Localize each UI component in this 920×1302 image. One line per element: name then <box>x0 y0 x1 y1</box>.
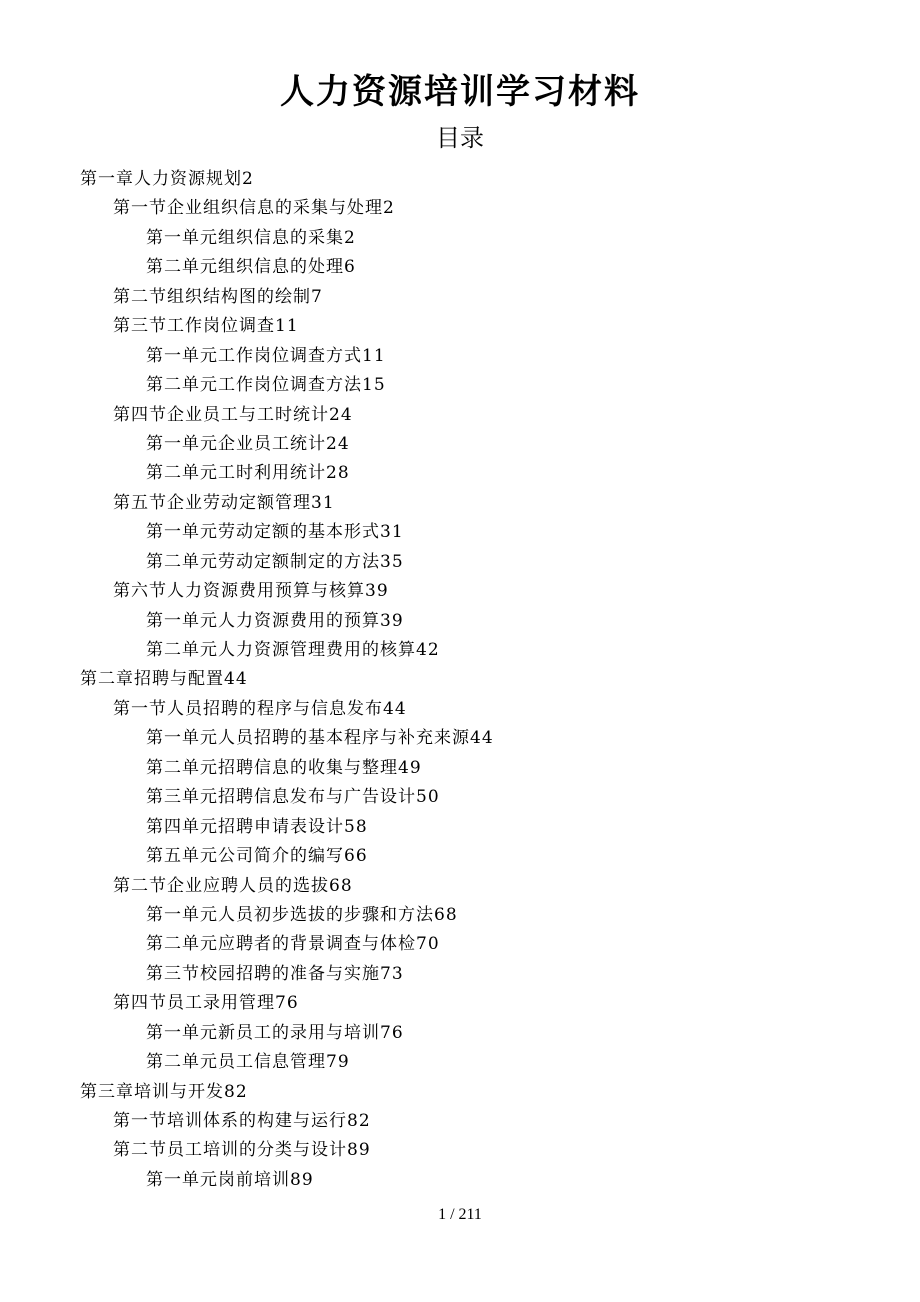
toc-entry-level-3: 第五单元公司简介的编写66 <box>146 846 368 867</box>
toc-entry-level-3: 第一单元人员初步选拔的步骤和方法68 <box>146 904 458 925</box>
document-title: 人力资源培训学习材料 <box>280 72 640 112</box>
toc-entry-level-2: 第三节工作岗位调查11 <box>113 316 299 337</box>
toc-entry-level-3: 第二单元工作岗位调查方法15 <box>146 375 386 396</box>
toc-entry-level-3: 第一单元新员工的录用与培训76 <box>146 1022 404 1043</box>
toc-entry-level-3: 第四单元招聘申请表设计58 <box>146 816 368 837</box>
toc-entry-level-3: 第二单元组织信息的处理6 <box>146 257 356 278</box>
toc-entry-level-3: 第二单元应聘者的背景调查与体检70 <box>146 934 440 955</box>
toc-entry-level-2: 第四节员工录用管理76 <box>113 993 299 1014</box>
toc-entry-level-3: 第一单元岗前培训89 <box>146 1169 314 1190</box>
toc-entry-level-2: 第四节企业员工与工时统计24 <box>113 404 353 425</box>
toc-entry-level-2: 第二节员工培训的分类与设计89 <box>113 1140 371 1161</box>
toc-entry-level-1: 第二章招聘与配置44 <box>80 669 248 690</box>
toc-entry-level-3: 第二单元员工信息管理79 <box>146 1052 350 1073</box>
toc-entry-level-3: 第一单元劳动定额的基本形式31 <box>146 522 404 543</box>
toc-entry-level-3: 第一单元企业员工统计24 <box>146 433 350 454</box>
toc-entry-level-2: 第一节企业组织信息的采集与处理2 <box>113 198 395 219</box>
toc-entry-level-1: 第三章培训与开发82 <box>80 1081 248 1102</box>
toc-entry-level-3: 第三单元招聘信息发布与广告设计50 <box>146 787 440 808</box>
toc-entry-level-3: 第二单元劳动定额制定的方法35 <box>146 551 404 572</box>
toc-entry-level-3: 第一单元人员招聘的基本程序与补充来源44 <box>146 728 494 749</box>
toc-heading: 目录 <box>436 124 484 152</box>
page-number: 1 / 211 <box>438 1206 482 1223</box>
table-of-contents <box>0 165 920 1195</box>
toc-entry-level-3: 第二单元人力资源管理费用的核算42 <box>146 640 440 660</box>
toc-entry-level-3: 第一单元工作岗位调查方式11 <box>146 345 386 366</box>
toc-entry-level-3: 第二单元工时利用统计28 <box>146 463 350 484</box>
toc-entry-level-2: 第二节企业应聘人员的选拔68 <box>113 875 353 896</box>
toc-entry-level-2: 第二节组织结构图的绘制7 <box>113 286 323 307</box>
toc-entry-level-2: 第五节企业劳动定额管理31 <box>113 492 335 513</box>
toc-entry-level-3: 第一单元人力资源费用的预算39 <box>146 610 404 631</box>
toc-entry-level-1: 第一章人力资源规划2 <box>80 169 254 189</box>
toc-entry-level-2: 第一节人员招聘的程序与信息发布44 <box>113 698 407 719</box>
toc-entry-level-3: 第三节校园招聘的准备与实施73 <box>146 963 404 984</box>
toc-entry-level-2: 第一节培训体系的构建与运行82 <box>113 1111 371 1131</box>
toc-entry-level-3: 第二单元招聘信息的收集与整理49 <box>146 757 422 778</box>
toc-entry-level-3: 第一单元组织信息的采集2 <box>146 227 356 248</box>
toc-entry-level-2: 第六节人力资源费用预算与核算39 <box>113 581 389 602</box>
